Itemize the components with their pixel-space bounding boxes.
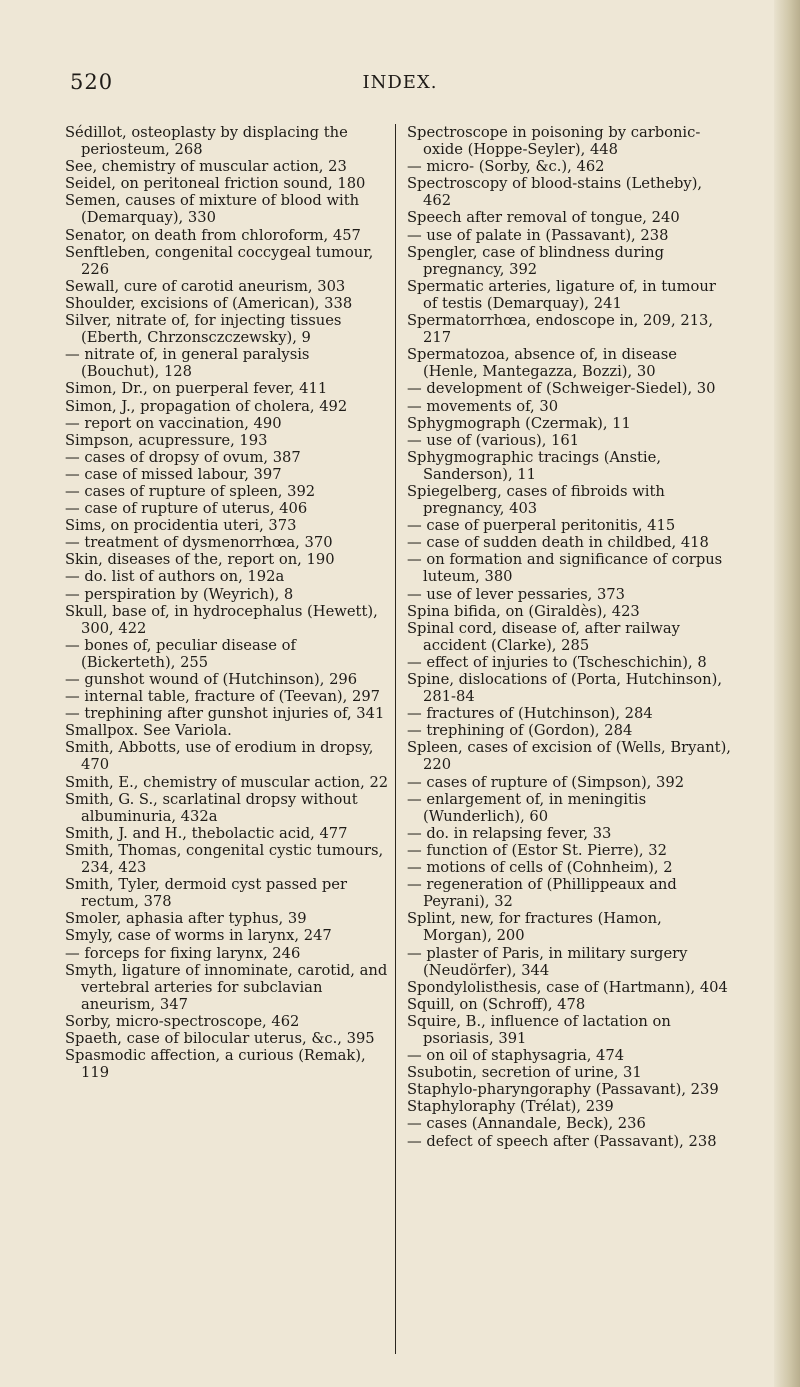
- index-entry: — plaster of Paris, in military surgery (Neudörfer), 344: [407, 944, 688, 979]
- index-entry: — bones of, peculiar disease of (Bickerteth), 255: [65, 636, 296, 671]
- index-entry: Spectroscopy of blood-stains (Letheby), 462: [407, 175, 703, 210]
- index-entry: Silver, nitrate of, for injecting tissues (Eberth, Chrzonsczczewsky), 9: [65, 312, 342, 347]
- index-entry: Smith, Thomas, congenital cystic tumours, 234, 423: [65, 841, 384, 877]
- index-entry: Squill, on (Schroff), 478: [407, 995, 586, 1013]
- index-entry: Spaeth, case of bilocular uterus, &c., 395: [65, 1029, 375, 1047]
- index-entry: Seidel, on peritoneal friction sound, 180: [65, 175, 366, 193]
- running-title: INDEX.: [362, 72, 438, 93]
- index-entry: Smith, E., chemistry of muscular action, 22: [65, 773, 389, 791]
- index-entry: Smith, Tyler, dermoid cyst passed per rectum, 378: [65, 876, 348, 911]
- index-entry: Spermatozoa, absence of, in disease (Henle, Mantegazza, Bozzi), 30: [407, 346, 677, 381]
- index-entry: Sphygmographic tracings (Anstie, Sanderson), 11: [407, 448, 661, 483]
- page-number: 520: [70, 70, 114, 94]
- index-entry: — case of missed labour, 397: [65, 465, 282, 483]
- index-entry: Smith, Abbotts, use of erodium in dropsy, 470: [65, 739, 374, 774]
- index-entry: Senator, on death from chloroform, 457: [65, 226, 361, 244]
- index-entry: — defect of speech after (Passavant), 238: [407, 1132, 717, 1150]
- column-divider: [395, 124, 396, 1354]
- index-entry: — do. in relapsing fever, 33: [407, 824, 612, 842]
- index-entry: Squire, B., influence of lactation on psoriasis, 391: [407, 1012, 671, 1047]
- index-entry: Smith, G. S., scarlatinal dropsy without albuminuria, 432a: [65, 790, 358, 825]
- index-entry: Spectroscope in poisoning by carbonic-oxide (Hoppe-Seyler), 448: [407, 124, 701, 159]
- index-entry: Ssubotin, secretion of urine, 31: [407, 1064, 642, 1082]
- index-entry: — micro- (Sorby, &c.), 462: [407, 158, 605, 176]
- index-entry: — enlargement of, in meningitis (Wunderlich), 60: [407, 790, 647, 825]
- index-entry: Spasmodic affection, a curious (Remak), 119: [65, 1047, 366, 1082]
- index-entry: Skull, base of, in hydrocephalus (Hewett), 300, 422: [65, 602, 378, 637]
- index-entry: — do. list of authors on, 192a: [65, 568, 285, 586]
- index-entry: Staphylo-pharyngoraphy (Passavant), 239: [407, 1081, 719, 1099]
- index-entry: Simpson, acupressure, 193: [65, 431, 268, 449]
- index-entry: — motions of cells of (Cohnheim), 2: [407, 859, 673, 877]
- index-entry: — cases of rupture of spleen, 392: [65, 482, 316, 500]
- index-entry: Smallpox. See Variola.: [65, 722, 232, 740]
- index-entry: Smyth, ligature of innominate, carotid, and vertebral arteries for subclavian aneurism, 347: [65, 961, 388, 1013]
- index-entry: Semen, causes of mixture of blood with (Demarquay), 330: [65, 192, 360, 227]
- index-entry: Spengler, case of blindness during pregnancy, 392: [407, 243, 664, 278]
- index-column-left: [65, 124, 390, 1081]
- index-entry: — fractures of (Hutchinson), 284: [407, 705, 653, 723]
- index-entry: — forceps for fixing larynx, 246: [65, 944, 301, 962]
- index-entry: Skin, diseases of the, report on, 190: [65, 551, 335, 569]
- index-entry: Spine, dislocations of (Porta, Hutchinson), 281-84: [407, 671, 722, 706]
- index-entry: — nitrate of, in general paralysis (Bouchut), 128: [65, 346, 310, 381]
- index-entry: Spermatic arteries, ligature of, in tumour of testis (Demarquay), 241: [407, 277, 716, 312]
- index-entry: — case of rupture of uterus, 406: [65, 500, 308, 518]
- index-entry: — gunshot wound of (Hutchinson), 296: [65, 671, 358, 688]
- index-entry: — cases (Annandale, Beck), 236: [407, 1115, 646, 1133]
- index-entry: — on formation and significance of corpus luteum, 380: [407, 551, 723, 586]
- index-entry: — cases of rupture of (Simpson), 392: [407, 773, 685, 791]
- index-entry: Speech after removal of tongue, 240: [407, 209, 680, 227]
- index-entry: — use of palate in (Passavant), 238: [407, 226, 669, 244]
- index-entry: Senftleben, congenital coccygeal tumour, 226: [65, 243, 374, 278]
- index-entry: Smith, J. and H., thebolactic acid, 477: [65, 824, 348, 842]
- index-entry: Spiegelberg, cases of fibroids with pregnancy, 403: [407, 482, 665, 518]
- index-entry: Shoulder, excisions of (American), 338: [65, 294, 353, 312]
- index-entry: Sédillot, osteoplasty by displacing the periosteum, 268: [65, 124, 348, 159]
- index-entry: Simon, Dr., on puerperal fever, 411: [65, 380, 328, 398]
- index-entry: Sphygmograph (Czermak), 11: [407, 414, 631, 432]
- index-entry: — regeneration of (Phillippeaux and Peyrani), 32: [407, 876, 677, 911]
- page-header: [0, 70, 800, 100]
- index-entry: — perspiration by (Weyrich), 8: [65, 585, 294, 603]
- index-entry: Spina bifida, on (Giraldès), 423: [407, 602, 640, 620]
- index-entry: — function of (Estor St. Pierre), 32: [407, 841, 667, 859]
- index-entry: See, chemistry of muscular action, 23: [65, 158, 347, 176]
- index-entry: — cases of dropsy of ovum, 387: [65, 448, 301, 466]
- index-entry: — trephining of (Gordon), 284: [407, 722, 633, 740]
- index-entry: — movements of, 30: [407, 397, 559, 415]
- index-entry: — use of (various), 161: [407, 431, 580, 449]
- index-entry: Staphyloraphy (Trélat), 239: [407, 1098, 614, 1116]
- index-entry: Simon, J., propagation of cholera, 492: [65, 397, 348, 415]
- index-entry: — case of puerperal peritonitis, 415: [407, 517, 676, 535]
- index-entry: Sewall, cure of carotid aneurism, 303: [65, 277, 346, 295]
- index-entry: — treatment of dysmenorrhœa, 370: [65, 534, 333, 552]
- index-column-right: [407, 124, 732, 1150]
- index-entry: Sorby, micro-spectroscope, 462: [65, 1012, 300, 1030]
- index-entry: — effect of injuries to (Tscheschichin), 8: [407, 653, 707, 671]
- index-entry: — internal table, fracture of (Teevan), 297: [65, 688, 381, 706]
- index-entry: Spondylolisthesis, case of (Hartmann), 404: [407, 978, 728, 996]
- index-entry: — on oil of staphysagria, 474: [407, 1047, 625, 1065]
- index-entry: Sims, on procidentia uteri, 373: [65, 517, 297, 535]
- index-entry: Splint, new, for fractures (Hamon, Morgan), 200: [407, 910, 662, 945]
- index-entry: — report on vaccination, 490: [65, 414, 282, 432]
- index-entry: — trephining after gunshot injuries of, 341: [65, 705, 385, 723]
- index-entry: Smoler, aphasia after typhus, 39: [65, 910, 307, 928]
- index-entry: Spleen, cases of excision of (Wells, Bryant), 220: [407, 739, 731, 774]
- index-entry: Smyly, case of worms in larynx, 247: [65, 927, 332, 945]
- index-entry: — development of (Schweiger-Siedel), 30: [407, 380, 716, 398]
- page-edge-shadow: [774, 0, 800, 1387]
- index-entry: Spermatorrhœa, endoscope in, 209, 213, 217: [407, 312, 714, 347]
- index-entry: Spinal cord, disease of, after railway accident (Clarke), 285: [407, 619, 680, 654]
- index-entry: — use of lever pessaries, 373: [407, 585, 625, 603]
- index-entry: — case of sudden death in childbed, 418: [407, 534, 709, 552]
